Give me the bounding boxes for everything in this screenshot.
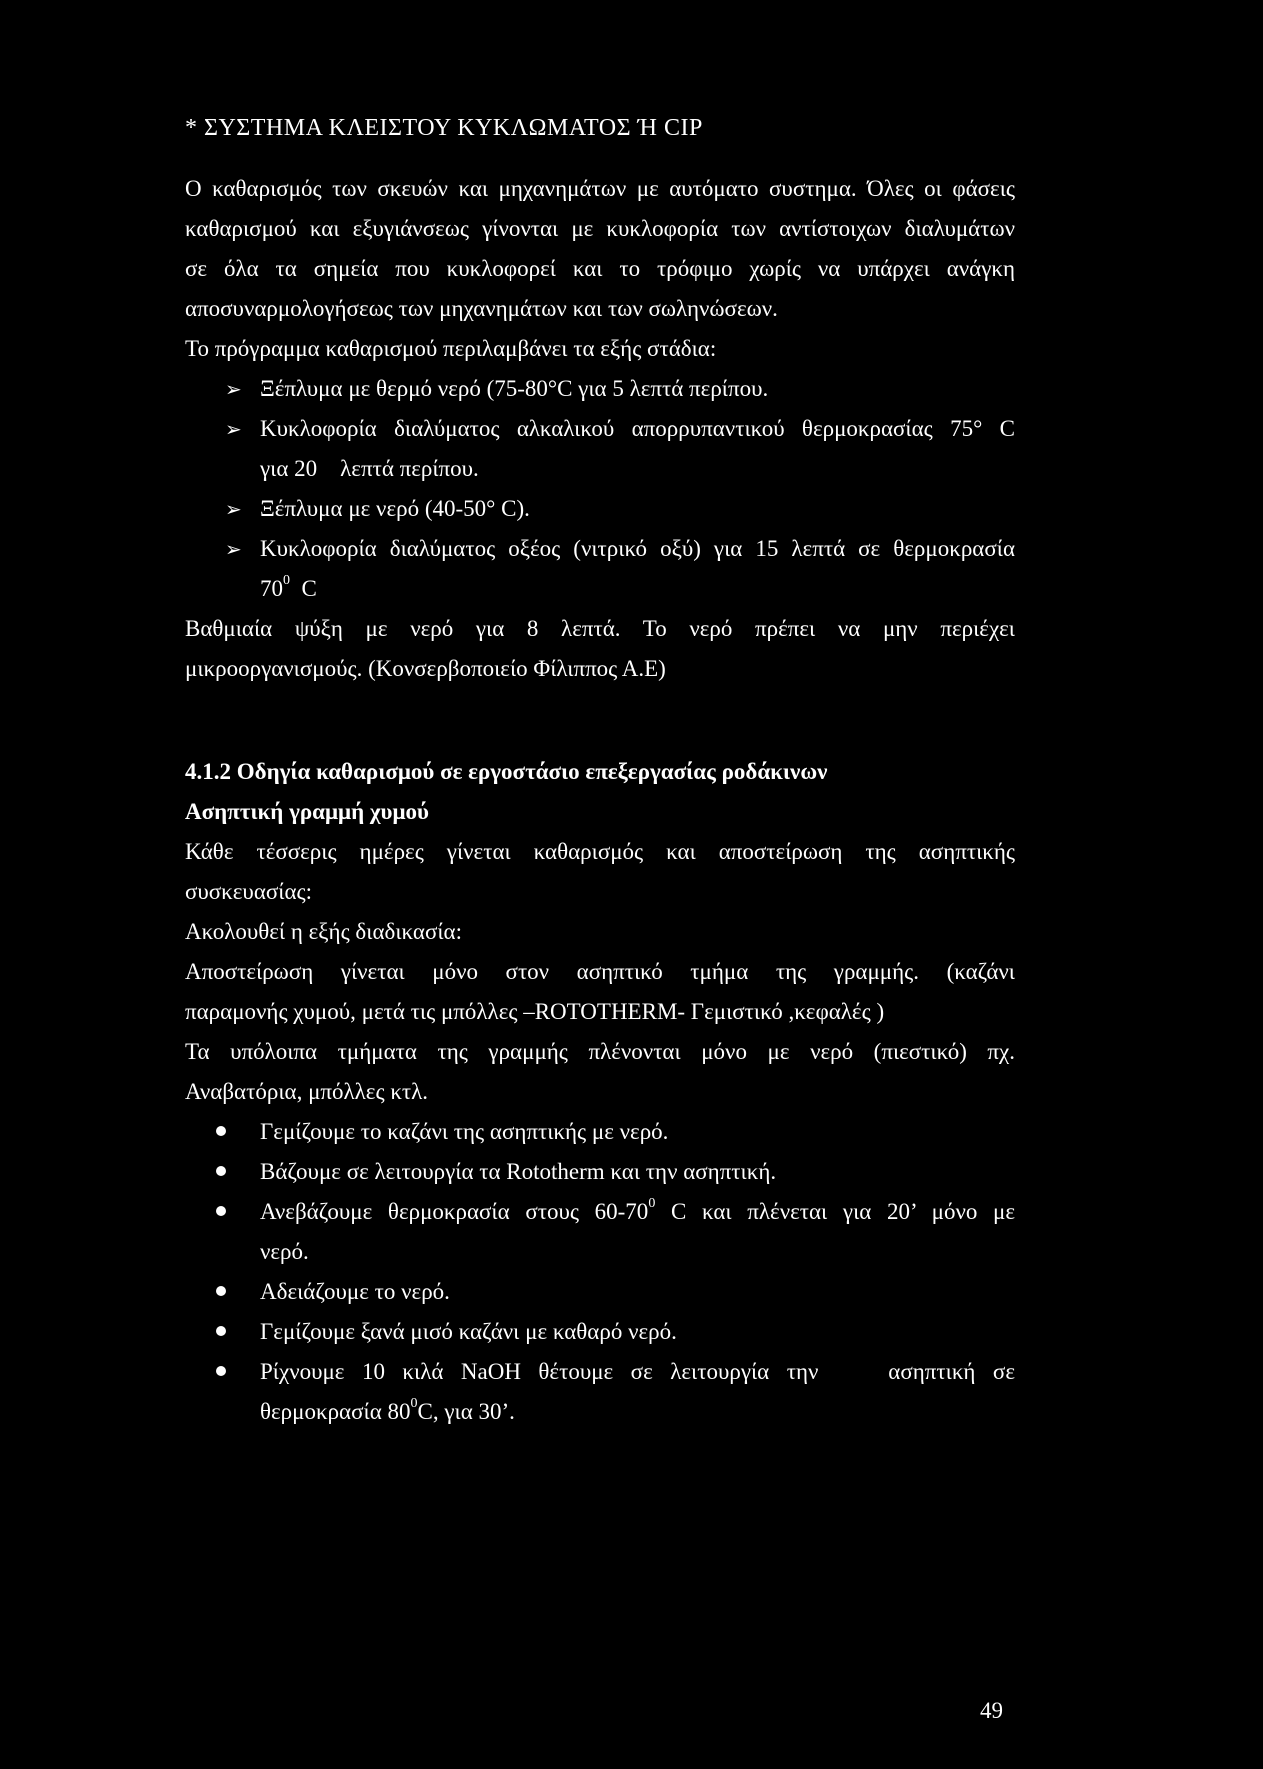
paragraph-line: καθαρισμού και εξυγιάνσεως γίνονται με κυκλοφορία των αντίστοιχων διαλυμάτων [185,216,1015,241]
step-item: Κυκλοφορία διαλύματος αλκαλικού απορρυπαντικού θερμοκρασίας 75° C [260,416,1015,441]
paragraph-line: σε όλα τα σημεία που κυκλοφορεί και το τρόφιμο χωρίς να υπάρχει ανάγκη [185,256,1015,281]
section-subheading: Ασηπτική γραμμή χυμού [185,799,429,824]
bullet-dot-icon [216,1366,226,1376]
bullet-dot-icon [216,1326,226,1336]
paragraph-line: Κάθε τέσσερις ημέρες γίνεται καθαρισμός και αποστείρωση της ασηπτικής [185,839,1015,864]
arrow-bullet-icon: ➢ [225,537,242,561]
arrow-bullet-icon: ➢ [225,497,242,521]
paragraph-line: αποσυναρμολογήσεως των μηχανημάτων και των σωληνώσεων. [185,296,778,321]
step-item: Ξέπλυμα με θερμό νερό (75-80°C για 5 λεπτά περίπου. [260,376,769,401]
section-title: * ΣΥΣΤΗΜΑ ΚΛΕΙΣΤΟΥ ΚΥΚΛΩΜΑΤΟΣ Ή CIP [185,115,703,141]
bullet-text: Ανεβάζουμε θερμοκρασία στους 60-70 [260,1199,649,1224]
paragraph-line: Τα υπόλοιπα τμήματα της γραμμής πλένονται μόνο με νερό (πιεστικό) πχ. [185,1039,1015,1064]
bullet-text: C, για 30’. [417,1399,515,1424]
step-item-continuation: για 20 λεπτά περίπου. [260,456,479,481]
degree-superscript: 0 [283,573,290,589]
paragraph-line: συσκευασίας: [185,879,313,904]
bullet-text: C και πλένεται για 20’ μόνο με [655,1199,1015,1224]
paragraph-line: Ο καθαρισμός των σκευών και μηχανημάτων με αυτόματο συστημα. Όλες οι φάσεις [185,176,1015,201]
step-item-continuation [260,574,317,604]
bullet-dot-icon [216,1126,226,1136]
bullet-item: Αδειάζουμε το νερό. [260,1279,450,1304]
bullet-item-continuation [260,1397,515,1427]
paragraph-line: Βαθμιαία ψύξη με νερό για 8 λεπτά. Το νερό πρέπει να μην περιέχει [185,616,1015,641]
section-heading: 4.1.2 Οδηγία καθαρισμού σε εργοστάσιο επεξεργασίας ροδάκινων [185,759,828,784]
step-item: Ξέπλυμα με νερό (40-50° C). [260,496,530,521]
bullet-item-continuation: νερό. [260,1239,309,1264]
arrow-bullet-icon: ➢ [225,417,242,441]
procedure-intro: Ακολουθεί η εξής διαδικασία: [185,919,462,944]
bullet-text: θερμοκρασία 80 [260,1399,411,1424]
bullet-item: Ρίχνουμε 10 κιλά NaOH θέτουμε σε λειτουργία την ασηπτική σε [260,1359,1015,1384]
degree-superscript: 0 [410,1396,418,1412]
bullet-dot-icon [216,1286,226,1296]
temperature-value: 70 [260,576,283,601]
program-intro: Το πρόγραμμα καθαρισμού περιλαμβάνει τα εξής στάδια: [185,336,717,361]
step-item: Κυκλοφορία διαλύματος οξέος (νιτρικό οξύ) για 15 λεπτά σε θερμοκρασία [260,536,1015,561]
bullet-item: Γεμίζουμε ξανά μισό καζάνι με καθαρό νερό. [260,1319,677,1344]
paragraph-line: Αναβατόρια, μπόλλες κτλ. [185,1079,429,1104]
degree-superscript: 0 [648,1196,656,1212]
bullet-dot-icon [216,1206,226,1216]
paragraph-line: μικροοργανισμούς. (Κονσερβοποιείο Φίλιππος Α.Ε) [185,656,666,681]
paragraph-line: Αποστείρωση γίνεται μόνο στον ασηπτικό τμήμα της γραμμής. (καζάνι [185,959,1015,984]
page-number: 49 [980,1698,1003,1723]
bullet-item: Βάζουμε σε λειτουργία τα Rototherm και την ασηπτική. [260,1159,777,1184]
bullet-item [260,1197,1015,1227]
bullet-dot-icon [216,1166,226,1176]
temperature-unit: C [290,576,317,601]
paragraph-line: παραμονής χυμού, μετά τις μπόλλες –ROTOTHERM- Γεμιστικό ,κεφαλές ) [185,999,885,1024]
bullet-item: Γεμίζουμε το καζάνι της ασηπτικής με νερό. [260,1119,669,1144]
arrow-bullet-icon: ➢ [225,377,242,401]
